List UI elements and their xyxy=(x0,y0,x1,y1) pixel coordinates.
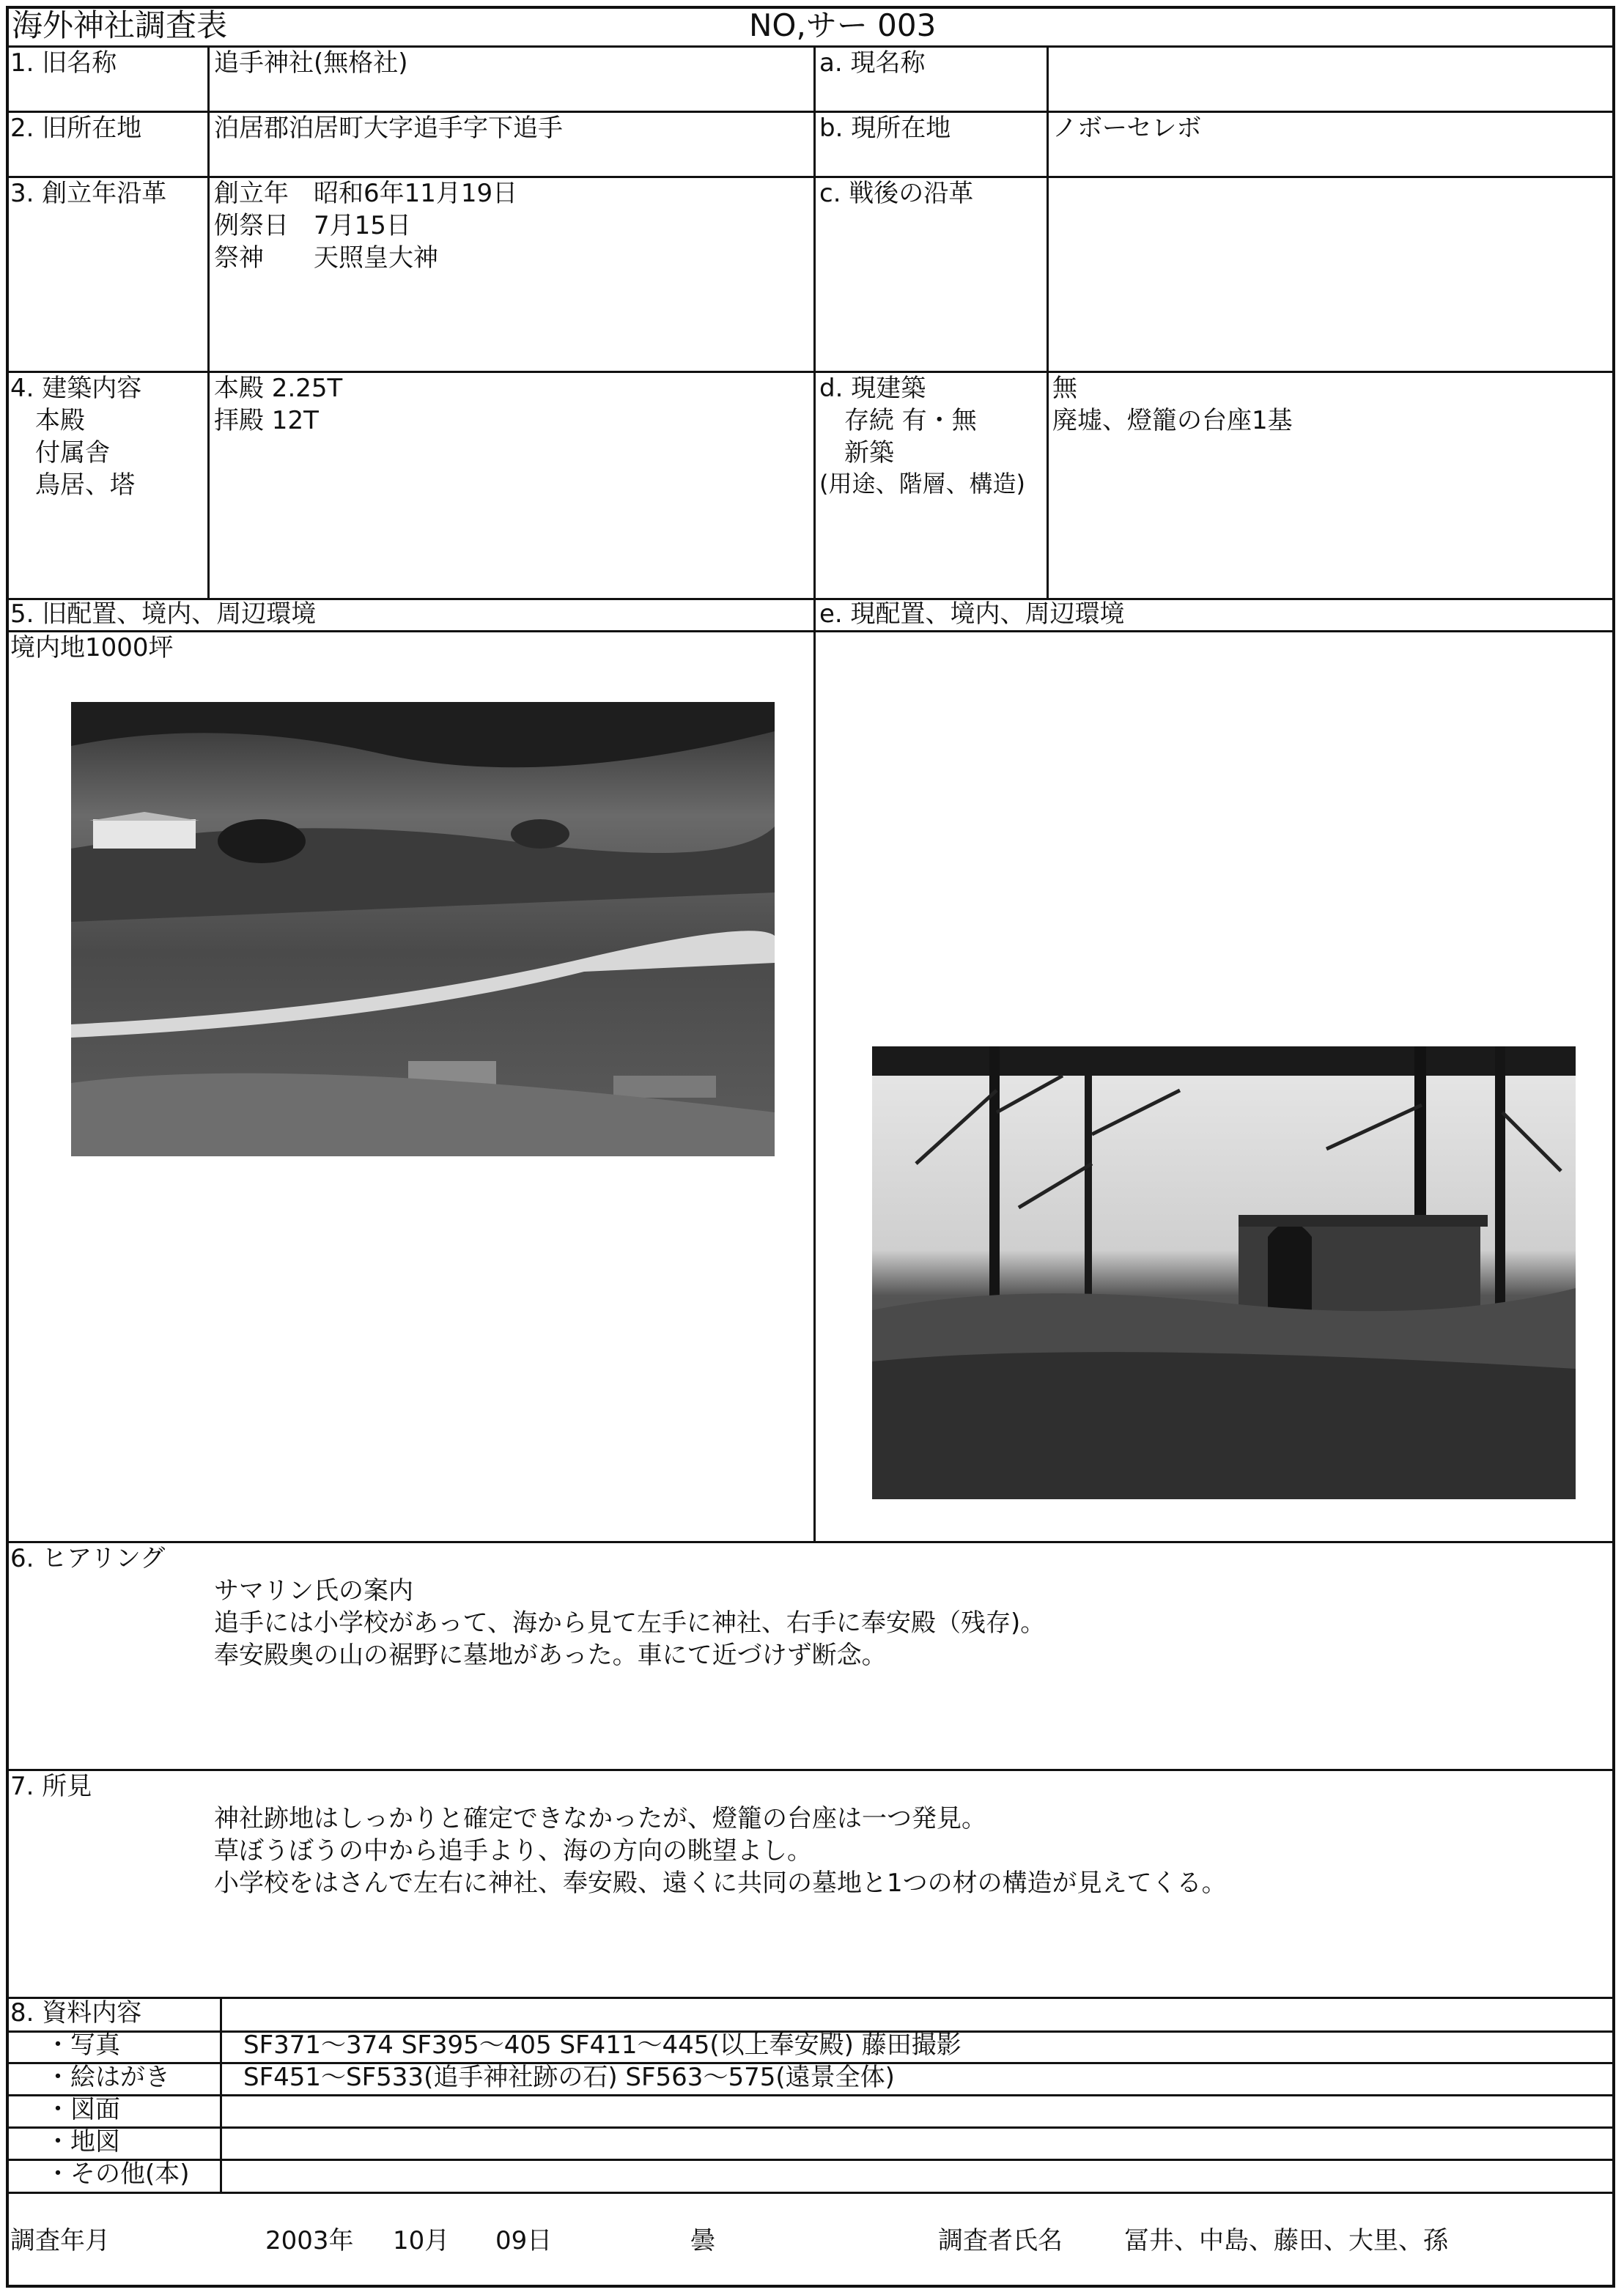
current-site-ruin-photo xyxy=(872,1046,1576,1499)
rule-sec8-5 xyxy=(6,2159,1615,2161)
rule-row3 xyxy=(6,371,1615,373)
buildings-label: 4. 建築内容 xyxy=(10,374,142,403)
founding-year: 創立年 昭和6年11月19日 xyxy=(214,179,518,208)
current-building-label: d. 現建築 xyxy=(819,374,926,403)
rule-sec8-4 xyxy=(6,2126,1615,2129)
materials-drawing-label: ・図面 xyxy=(45,2095,120,2124)
survey-weather: 曇 xyxy=(690,2226,715,2255)
materials-photo-label: ・写真 xyxy=(45,2030,120,2060)
current-building-status: 無 xyxy=(1052,374,1077,403)
enshrined-deity: 祭神 天照皇大神 xyxy=(214,243,438,273)
new-construction-label: 新築 xyxy=(819,438,894,468)
main-hall-size: 本殿 2.25T xyxy=(214,374,343,403)
old-location-label: 2. 旧所在地 xyxy=(10,114,142,143)
survey-month: 10月 xyxy=(393,2226,450,2255)
festival-day: 例祭日 7月15日 xyxy=(214,211,411,240)
form-number: NO,サー 003 xyxy=(749,7,937,43)
old-name-label: 1. 旧名称 xyxy=(10,48,117,78)
rule-section6 xyxy=(6,1769,1615,1771)
rule-section7 xyxy=(6,1997,1615,1999)
rule-header xyxy=(6,45,1615,48)
investigator-names: 冨井、中島、藤田、大里、孫 xyxy=(1124,2226,1448,2255)
findings-line-2: 草ぼうぼうの中から追手より、海の方向の眺望よし。 xyxy=(214,1836,812,1866)
materials-map-label: ・地図 xyxy=(45,2127,120,2157)
torii-tower-label: 鳥居、塔 xyxy=(10,470,135,500)
main-hall-label: 本殿 xyxy=(10,406,85,435)
hearing-line-2: 追手には小学校があって、海から見て左手に神社、右手に奉安殿（残存)。 xyxy=(214,1608,1046,1638)
findings-line-1: 神社跡地はしっかりと確定できなかったが、燈籠の台座は一つ発見。 xyxy=(214,1804,986,1833)
survey-date-label: 調査年月 xyxy=(10,2226,110,2255)
annex-label: 付属舎 xyxy=(10,438,110,468)
vline-sec8-label-col xyxy=(220,1997,222,2192)
survey-year: 2003年 xyxy=(265,2226,354,2255)
current-layout-label: e. 現配置、境内、周辺環境 xyxy=(819,599,1125,629)
existence-label: 存続 有・無 xyxy=(819,406,977,435)
current-location-value: ノボーセレボ xyxy=(1052,114,1202,143)
hearing-label: 6. ヒアリング xyxy=(10,1544,166,1573)
founding-label: 3. 創立年沿革 xyxy=(10,179,167,208)
rule-sec8-3 xyxy=(6,2094,1615,2096)
current-location-label: b. 現所在地 xyxy=(819,114,951,143)
old-site-landscape-photo xyxy=(71,702,775,1156)
findings-line-3: 小学校をはさんで左右に神社、奉安殿、遠くに共同の墓地と1つの材の構造が見えてくる。 xyxy=(214,1869,1227,1898)
old-name-value: 追手神社(無格社) xyxy=(214,48,408,78)
materials-other-label: ・その他(本) xyxy=(45,2159,190,2189)
hearing-line-3: 奉安殿奥の山の裾野に墓地があった。車にて近づけず断念。 xyxy=(214,1641,887,1670)
rule-row2 xyxy=(6,176,1615,178)
investigator-label: 調査者氏名 xyxy=(938,2226,1063,2255)
hearing-line-1: サマリン氏の案内 xyxy=(214,1576,413,1605)
materials-postcard-label: ・絵はがき xyxy=(45,2063,170,2092)
old-layout-label: 5. 旧配置、境内、周辺環境 xyxy=(10,599,317,629)
rule-section5 xyxy=(6,1541,1615,1543)
current-building-remains: 廃墟、燈籠の台座1基 xyxy=(1052,406,1293,435)
vline-center xyxy=(813,45,816,1541)
materials-postcard-value: SF451～SF533(追手神社跡の石) SF563～575(遠景全体) xyxy=(243,2063,895,2092)
rule-sec8-6 xyxy=(6,2192,1615,2194)
worship-hall-size: 拝殿 12T xyxy=(214,406,319,435)
form-title: 海外神社調査表 xyxy=(12,7,228,43)
use-structure-label: (用途、階層、構造) xyxy=(819,470,1025,498)
precinct-area-note: 境内地1000坪 xyxy=(10,633,174,662)
postwar-history-label: c. 戦後の沿革 xyxy=(819,179,974,208)
materials-photo-value: SF371～374 SF395～405 SF411～445(以上奉安殿) 藤田撮影 xyxy=(243,2030,962,2060)
findings-label: 7. 所見 xyxy=(10,1772,92,1801)
materials-label: 8. 資料内容 xyxy=(10,1998,142,2028)
current-name-label: a. 現名称 xyxy=(819,48,926,78)
old-location-value: 泊居郡泊居町大字追手字下追手 xyxy=(214,114,563,143)
rule-row1 xyxy=(6,111,1615,113)
vline-cur-label-col xyxy=(1047,45,1049,598)
vline-label-col xyxy=(207,45,210,598)
rule-section5-header xyxy=(6,630,1615,632)
survey-day: 09日 xyxy=(495,2226,553,2255)
